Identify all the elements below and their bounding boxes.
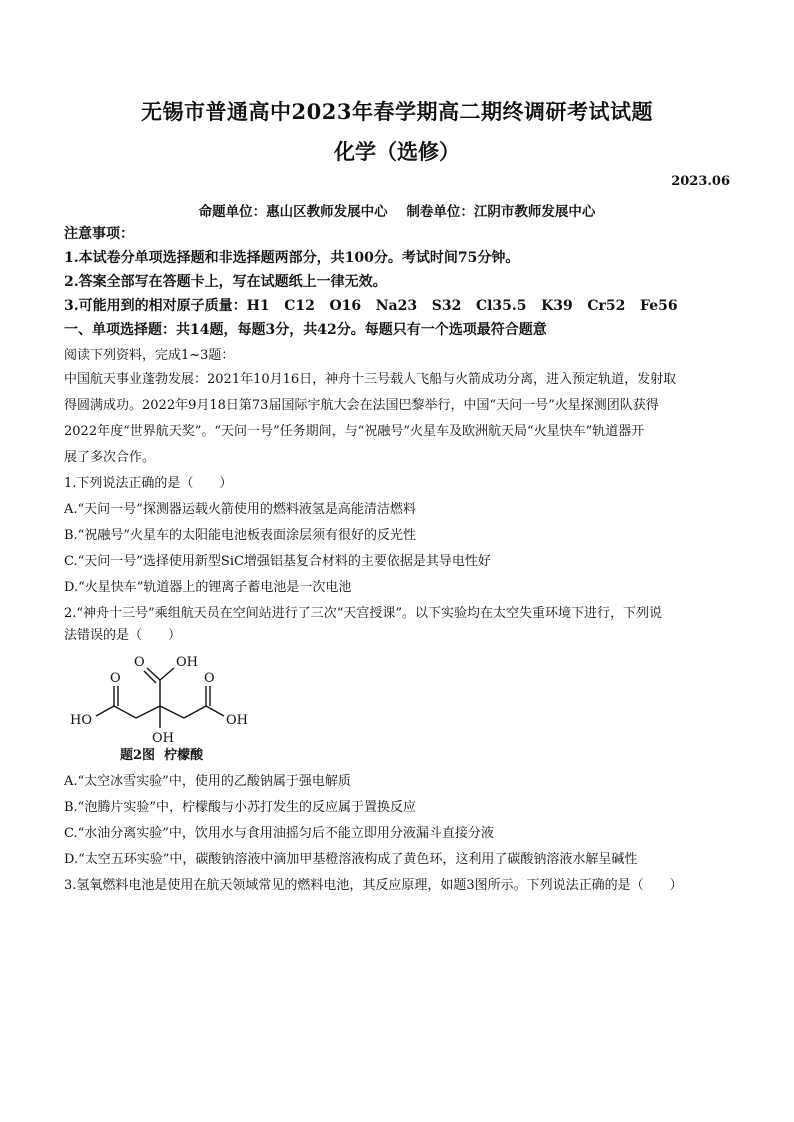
label-oh-center: OH [152,731,174,746]
label-o-top: O [134,655,145,670]
q2-option-d: D.“太空五环实验”中，碳酸钠溶液中滴加甲基橙溶液构成了黄色环，这利用了碳酸钠溶液水解呈碱性 [64,852,638,867]
label-ho-left: HO [70,713,92,728]
bond-center-right [160,706,184,718]
exam-subtitle: 化学（选修） [334,139,460,164]
bond-right-coh [206,706,224,716]
q2-stem-line-2: 法错误的是（ ） [64,628,182,643]
bond-left-ch2 [114,706,136,718]
passage-line-4: 展了多次合作。 [64,450,156,465]
q1-option-c: C.“天问一号”选择使用新型SiC增强铝基复合材料的主要依据是其导电性好 [64,554,491,569]
bond-center-left [136,706,160,718]
exam-date: 2023.06 [671,174,730,189]
exam-title: 无锡市普通高中2023年春学期高二期终调研考试试题 [141,99,653,124]
q1-option-d: D.“火星快车”轨道器上的锂离子蓄电池是一次电池 [64,580,352,595]
section1-intro: 阅读下列资料，完成1~3题： [64,348,235,363]
q3-stem: 3.氢氧燃料电池是使用在航天领域常见的燃料电池，其反应原理，如题3图所示。下列说法正确的是（ ） [64,878,683,893]
bond-right-ch2 [184,706,206,718]
passage-line-3: 2022年度“世界航天奖”。“天问一号”任务期间，与“祝融号”火星车及欧洲航天局“火星快车”轨道器开 [64,424,645,439]
q1-option-b: B.“祝融号”火星车的太阳能电池板表面涂层须有很好的反光性 [64,528,416,543]
passage-line-2: 得圆满成功。2022年9月18日第73届国际宇航大会在法国巴黎举行，中国“天问一号”火星探测团队获得 [64,398,659,413]
section1-heading: 一、单项选择题：共14题，每题3分，共42分。每题只有一个选项最符合题意 [64,322,547,338]
q2-option-c: C.“水油分离实验”中，饮用水与食用油摇匀后不能立即用分液漏斗直接分液 [64,826,494,841]
bond-top-coh [160,668,174,680]
bond-top-co-2 [144,671,156,683]
label-oh-top: OH [176,655,198,670]
figure-caption: 题2图 柠檬酸 [120,748,204,763]
bond-top-co-1 [147,668,160,680]
q1-option-a: A.“天问一号”探测器运载火箭使用的燃料液氢是高能清洁燃料 [64,502,416,517]
notes-item-3: 3.可能用到的相对原子质量：H1 C12 O16 Na23 S32 Cl35.5 K39 Cr52 Fe56 [64,298,678,314]
exam-units: 命题单位：惠山区教师发展中心 制卷单位：江阴市教师发展中心 [198,204,596,220]
structure-atom-labels [70,655,248,746]
passage-line-1: 中国航天事业蓬勃发展：2021年10月16日，神舟十三号载人飞船与火箭成功分离，进入预定轨道，发射取 [64,372,677,387]
label-o-right: O [204,671,215,686]
bond-left-coh [96,706,114,716]
notes-item-1: 1.本试卷分单项选择题和非选择题两部分，共100分。考试时间75分钟。 [64,250,520,266]
label-o-left: O [110,671,121,686]
q2-option-a: A.“太空冰雪实验”中，使用的乙酸钠属于强电解质 [64,774,351,789]
q2-stem-line-1: 2.“神舟十三号”乘组航天员在空间站进行了三次“天宫授课”。以下实验均在太空失重环境下进行，下列说 [64,606,662,621]
label-oh-right: OH [226,713,248,728]
q2-option-b: B.“泡腾片实验”中，柠檬酸与小苏打发生的反应属于置换反应 [64,800,416,815]
notes-heading: 注意事项： [64,226,134,242]
notes-item-2: 2.答案全部写在答题卡上，写在试题纸上一律无效。 [64,274,387,290]
q1-stem: 1.下列说法正确的是（ ） [64,476,233,491]
